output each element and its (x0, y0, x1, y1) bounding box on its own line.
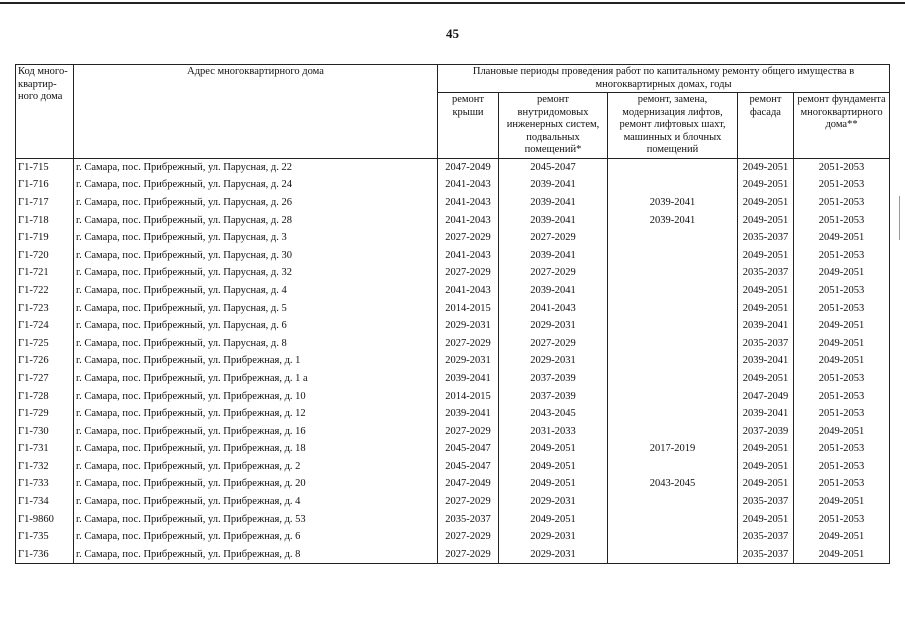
cell-code: Г1-733 (16, 475, 74, 493)
cell-facade: 2035-2037 (738, 264, 794, 282)
cell-address: г. Самара, пос. Прибрежный, ул. Парусная, д. 8 (74, 334, 438, 352)
cell-code: Г1-726 (16, 352, 74, 370)
cell-elevators (608, 387, 738, 405)
cell-address: г. Самара, пос. Прибрежный, ул. Прибрежная, д. 4 (74, 493, 438, 511)
cell-code: Г1-716 (16, 176, 74, 194)
table-row (16, 282, 890, 300)
cell-code: Г1-727 (16, 370, 74, 388)
table-row (16, 405, 890, 423)
cell-code: Г1-728 (16, 387, 74, 405)
cell-foundation: 2051-2053 (794, 458, 890, 476)
table-row (16, 264, 890, 282)
cell-foundation: 2051-2053 (794, 510, 890, 528)
cell-elevators (608, 246, 738, 264)
cell-address: г. Самара, пос. Прибрежный, ул. Парусная, д. 5 (74, 299, 438, 317)
cell-address: г. Самара, пос. Прибрежный, ул. Парусная, д. 28 (74, 211, 438, 229)
cell-address: г. Самара, пос. Прибрежный, ул. Парусная, д. 30 (74, 246, 438, 264)
cell-elevators (608, 370, 738, 388)
cell-roof: 2045-2047 (438, 458, 499, 476)
cell-code: Г1-732 (16, 458, 74, 476)
cell-systems: 2037-2039 (499, 370, 608, 388)
cell-elevators (608, 422, 738, 440)
cell-elevators: 2039-2041 (608, 194, 738, 212)
cell-facade: 2049-2051 (738, 370, 794, 388)
cell-code: Г1-719 (16, 229, 74, 247)
cell-systems: 2029-2031 (499, 317, 608, 335)
cell-address: г. Самара, пос. Прибрежный, ул. Прибрежная, д. 18 (74, 440, 438, 458)
cell-systems: 2041-2043 (499, 299, 608, 317)
cell-address: г. Самара, пос. Прибрежный, ул. Прибрежная, д. 16 (74, 422, 438, 440)
cell-systems: 2039-2041 (499, 282, 608, 300)
cell-facade: 2049-2051 (738, 158, 794, 176)
cell-systems: 2043-2045 (499, 405, 608, 423)
cell-systems: 2049-2051 (499, 458, 608, 476)
top-rule (0, 2, 905, 4)
cell-roof: 2027-2029 (438, 422, 499, 440)
cell-address: г. Самара, пос. Прибрежный, ул. Прибрежная, д. 53 (74, 510, 438, 528)
cell-systems: 2029-2031 (499, 528, 608, 546)
cell-elevators: 2039-2041 (608, 211, 738, 229)
cell-elevators (608, 229, 738, 247)
cell-address: г. Самара, пос. Прибрежный, ул. Прибрежная, д. 2 (74, 458, 438, 476)
cell-facade: 2049-2051 (738, 211, 794, 229)
cell-facade: 2039-2041 (738, 405, 794, 423)
cell-facade: 2039-2041 (738, 352, 794, 370)
cell-roof: 2035-2037 (438, 510, 499, 528)
cell-systems: 2027-2029 (499, 264, 608, 282)
cell-elevators (608, 282, 738, 300)
cell-facade: 2049-2051 (738, 299, 794, 317)
cell-systems: 2049-2051 (499, 510, 608, 528)
table-row (16, 546, 890, 564)
cell-roof: 2014-2015 (438, 299, 499, 317)
table-row (16, 158, 890, 176)
cell-foundation: 2051-2053 (794, 387, 890, 405)
cell-facade: 2039-2041 (738, 317, 794, 335)
cell-roof: 2047-2049 (438, 475, 499, 493)
cell-foundation: 2051-2053 (794, 440, 890, 458)
cell-systems: 2049-2051 (499, 475, 608, 493)
cell-systems: 2039-2041 (499, 246, 608, 264)
cell-systems: 2031-2033 (499, 422, 608, 440)
cell-foundation: 2049-2051 (794, 352, 890, 370)
cell-facade: 2049-2051 (738, 475, 794, 493)
header-code: Код много-квартир-ного дома (16, 65, 74, 159)
cell-code: Г1-9860 (16, 510, 74, 528)
cell-elevators: 2043-2045 (608, 475, 738, 493)
cell-facade: 2049-2051 (738, 510, 794, 528)
cell-roof: 2041-2043 (438, 176, 499, 194)
cell-systems: 2039-2041 (499, 211, 608, 229)
cell-address: г. Самара, пос. Прибрежный, ул. Прибрежная, д. 1 а (74, 370, 438, 388)
cell-code: Г1-730 (16, 422, 74, 440)
cell-elevators (608, 317, 738, 335)
cell-roof: 2027-2029 (438, 546, 499, 564)
cell-roof: 2027-2029 (438, 528, 499, 546)
cell-systems: 2029-2031 (499, 546, 608, 564)
cell-address: г. Самара, пос. Прибрежный, ул. Парусная, д. 32 (74, 264, 438, 282)
cell-foundation: 2049-2051 (794, 334, 890, 352)
header-facade: ремонт фасада (738, 93, 794, 159)
cell-code: Г1-718 (16, 211, 74, 229)
cell-elevators (608, 334, 738, 352)
header-roof: ремонт крыши (438, 93, 499, 159)
cell-address: г. Самара, пос. Прибрежный, ул. Парусная, д. 4 (74, 282, 438, 300)
cell-address: г. Самара, пос. Прибрежный, ул. Прибрежная, д. 1 (74, 352, 438, 370)
cell-roof: 2027-2029 (438, 229, 499, 247)
cell-facade: 2037-2039 (738, 422, 794, 440)
cell-foundation: 2051-2053 (794, 405, 890, 423)
header-periods: Плановые периоды проведения работ по капитальному ремонту общего имущества в многоквартирных домах, годы (438, 65, 890, 93)
scan-mark (899, 196, 900, 240)
cell-elevators (608, 352, 738, 370)
cell-code: Г1-720 (16, 246, 74, 264)
cell-foundation: 2049-2051 (794, 422, 890, 440)
table-row (16, 194, 890, 212)
cell-systems: 2037-2039 (499, 387, 608, 405)
cell-code: Г1-717 (16, 194, 74, 212)
cell-foundation: 2051-2053 (794, 246, 890, 264)
table-row (16, 211, 890, 229)
cell-address: г. Самара, пос. Прибрежный, ул. Парусная, д. 6 (74, 317, 438, 335)
cell-facade: 2049-2051 (738, 194, 794, 212)
cell-foundation: 2049-2051 (794, 317, 890, 335)
cell-code: Г1-736 (16, 546, 74, 564)
cell-systems: 2029-2031 (499, 493, 608, 511)
page-number: 45 (446, 26, 459, 41)
table-row (16, 458, 890, 476)
cell-facade: 2049-2051 (738, 440, 794, 458)
cell-address: г. Самара, пос. Прибрежный, ул. Парусная, д. 3 (74, 229, 438, 247)
cell-roof: 2027-2029 (438, 264, 499, 282)
cell-roof: 2047-2049 (438, 158, 499, 176)
table-row (16, 387, 890, 405)
cell-elevators (608, 264, 738, 282)
cell-foundation: 2051-2053 (794, 282, 890, 300)
table-row (16, 299, 890, 317)
cell-roof: 2039-2041 (438, 370, 499, 388)
cell-elevators (608, 546, 738, 564)
table-body (16, 158, 890, 564)
cell-foundation: 2051-2053 (794, 475, 890, 493)
table-row (16, 229, 890, 247)
cell-elevators (608, 299, 738, 317)
cell-elevators (608, 510, 738, 528)
cell-foundation: 2051-2053 (794, 158, 890, 176)
cell-elevators (608, 458, 738, 476)
cell-foundation: 2051-2053 (794, 194, 890, 212)
table-row (16, 317, 890, 335)
cell-roof: 2045-2047 (438, 440, 499, 458)
cell-roof: 2041-2043 (438, 211, 499, 229)
cell-systems: 2049-2051 (499, 440, 608, 458)
cell-address: г. Самара, пос. Прибрежный, ул. Парусная, д. 26 (74, 194, 438, 212)
cell-code: Г1-721 (16, 264, 74, 282)
cell-roof: 2041-2043 (438, 194, 499, 212)
cell-roof: 2041-2043 (438, 246, 499, 264)
table-row (16, 352, 890, 370)
table-row (16, 510, 890, 528)
cell-foundation: 2049-2051 (794, 264, 890, 282)
cell-code: Г1-725 (16, 334, 74, 352)
cell-roof: 2027-2029 (438, 334, 499, 352)
cell-code: Г1-715 (16, 158, 74, 176)
cell-roof: 2041-2043 (438, 282, 499, 300)
cell-code: Г1-735 (16, 528, 74, 546)
cell-facade: 2035-2037 (738, 546, 794, 564)
cell-code: Г1-722 (16, 282, 74, 300)
cell-elevators (608, 176, 738, 194)
table-row (16, 440, 890, 458)
cell-address: г. Самара, пос. Прибрежный, ул. Парусная, д. 24 (74, 176, 438, 194)
table-row (16, 176, 890, 194)
cell-foundation: 2051-2053 (794, 370, 890, 388)
cell-facade: 2049-2051 (738, 246, 794, 264)
cell-code: Г1-729 (16, 405, 74, 423)
table-row (16, 422, 890, 440)
cell-roof: 2029-2031 (438, 317, 499, 335)
cell-address: г. Самара, пос. Прибрежный, ул. Парусная, д. 22 (74, 158, 438, 176)
cell-facade: 2049-2051 (738, 282, 794, 300)
cell-address: г. Самара, пос. Прибрежный, ул. Прибрежная, д. 8 (74, 546, 438, 564)
table-row (16, 475, 890, 493)
cell-roof: 2027-2029 (438, 493, 499, 511)
cell-facade: 2035-2037 (738, 528, 794, 546)
table-row (16, 334, 890, 352)
cell-facade: 2035-2037 (738, 334, 794, 352)
table-row (16, 493, 890, 511)
cell-systems: 2027-2029 (499, 334, 608, 352)
cell-roof: 2014-2015 (438, 387, 499, 405)
cell-foundation: 2049-2051 (794, 546, 890, 564)
cell-facade: 2049-2051 (738, 176, 794, 194)
cell-systems: 2039-2041 (499, 176, 608, 194)
cell-code: Г1-731 (16, 440, 74, 458)
cell-address: г. Самара, пос. Прибрежный, ул. Прибрежная, д. 10 (74, 387, 438, 405)
table-row (16, 370, 890, 388)
cell-facade: 2035-2037 (738, 229, 794, 247)
cell-foundation: 2051-2053 (794, 176, 890, 194)
header-systems: ремонт внутридомовых инженерных систем, подвальных помещений* (499, 93, 608, 159)
cell-roof: 2039-2041 (438, 405, 499, 423)
cell-address: г. Самара, пос. Прибрежный, ул. Прибрежная, д. 12 (74, 405, 438, 423)
cell-systems: 2027-2029 (499, 229, 608, 247)
cell-address: г. Самара, пос. Прибрежный, ул. Прибрежная, д. 6 (74, 528, 438, 546)
cell-code: Г1-724 (16, 317, 74, 335)
cell-facade: 2049-2051 (738, 458, 794, 476)
cell-systems: 2029-2031 (499, 352, 608, 370)
cell-elevators (608, 405, 738, 423)
header-elevators: ремонт, замена, модернизация лифтов, ремонт лифтовых шахт, машинных и блочных помещений (608, 93, 738, 159)
table-row (16, 246, 890, 264)
cell-roof: 2029-2031 (438, 352, 499, 370)
cell-foundation: 2049-2051 (794, 493, 890, 511)
cell-foundation: 2049-2051 (794, 229, 890, 247)
cell-code: Г1-734 (16, 493, 74, 511)
cell-systems: 2039-2041 (499, 194, 608, 212)
cell-foundation: 2051-2053 (794, 299, 890, 317)
cell-code: Г1-723 (16, 299, 74, 317)
cell-elevators (608, 493, 738, 511)
cell-elevators (608, 158, 738, 176)
table-row (16, 528, 890, 546)
cell-facade: 2047-2049 (738, 387, 794, 405)
cell-foundation: 2051-2053 (794, 211, 890, 229)
cell-facade: 2035-2037 (738, 493, 794, 511)
cell-systems: 2045-2047 (499, 158, 608, 176)
cell-elevators (608, 528, 738, 546)
header-foundation: ремонт фундамента многоквартирного дома** (794, 93, 890, 159)
cell-address: г. Самара, пос. Прибрежный, ул. Прибрежная, д. 20 (74, 475, 438, 493)
cell-foundation: 2049-2051 (794, 528, 890, 546)
cell-elevators: 2017-2019 (608, 440, 738, 458)
header-address: Адрес многоквартирного дома (74, 65, 438, 159)
capital-repair-table (15, 64, 890, 564)
